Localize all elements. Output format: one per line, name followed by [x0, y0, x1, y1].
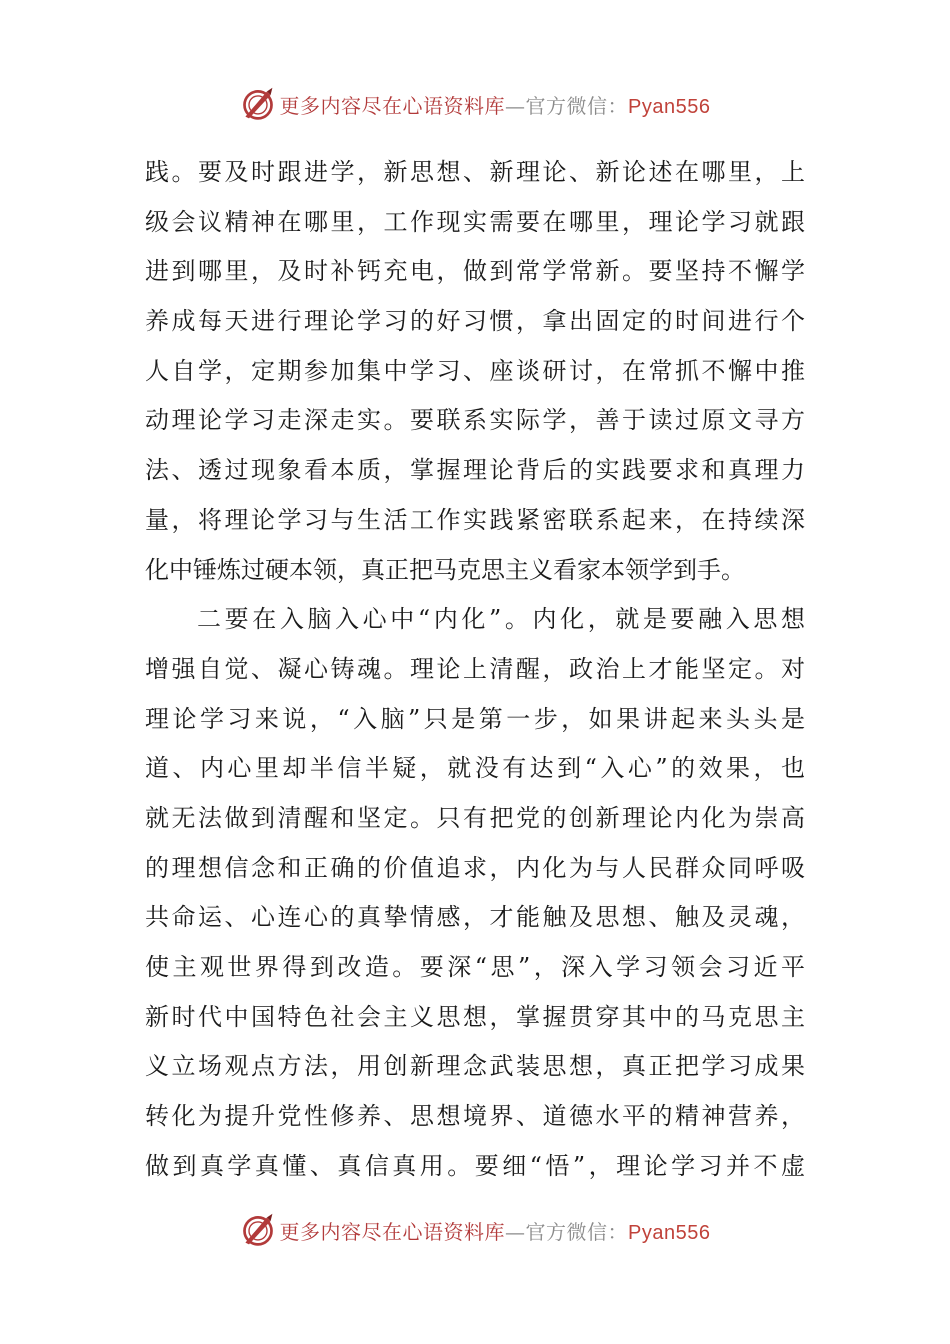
footer-watermark	[0, 1210, 950, 1250]
body-line: 养成每天进行理论学习的好习惯，拿出固定的时间进行个	[145, 307, 805, 336]
watermark-title: 更多内容尽在心语资料库	[279, 93, 506, 118]
body-line: 转化为提升党性修养、思想境界、道德水平的精神营养，	[145, 1102, 805, 1131]
quill-pen-seal-icon	[240, 1212, 276, 1248]
watermark-dash: —	[505, 1219, 526, 1244]
quill-pen-seal-icon	[240, 86, 276, 122]
watermark-id: Pyan556	[628, 1221, 711, 1244]
body-line: 动理论学习走深走实。要联系实际学，善于读过原文寻方	[145, 406, 805, 435]
body-line: 使主观世界得到改造。要深“思”，深入学习领会习近平	[145, 953, 805, 981]
body-line: 践。要及时跟进学，新思想、新理论、新论述在哪里，上	[145, 158, 805, 186]
watermark-dash: —	[505, 93, 526, 118]
body-line: 义立场观点方法，用创新理念武装思想，真正把学习成果	[145, 1052, 805, 1081]
body-line: 人自学，定期参加集中学习、座谈研讨，在常抓不懈中推	[145, 356, 805, 385]
body-line: 化中锤炼过硬本领，真正把马克思主义看家本领学到手。	[145, 555, 745, 584]
watermark-sub: 官方微信：	[525, 93, 629, 118]
body-line: 的理想信念和正确的价值追求，内化为与人民群众同呼吸	[145, 853, 805, 882]
body-line: 级会议精神在哪里，工作现实需要在哪里，理论学习就跟	[145, 207, 805, 236]
body-line: 法、透过现象看本质，掌握理论背后的实践要求和真理力	[145, 456, 805, 485]
body-line: 就无法做到清醒和坚定。只有把党的创新理论内化为崇高	[145, 803, 805, 832]
body-line: 道、内心里却半信半疑，就没有达到“入心”的效果，也	[145, 754, 805, 783]
watermark-id: Pyan556	[628, 95, 711, 118]
body-line: 新时代中国特色社会主义思想，掌握贯穿其中的马克思主	[145, 1002, 805, 1031]
body-line: 共命运、心连心的真挚情感，才能触及思想、触及灵魂，	[145, 903, 805, 932]
header-watermark	[0, 84, 950, 124]
body-line: 增强自觉、凝心铸魂。理论上清醒，政治上才能坚定。对	[145, 654, 805, 683]
watermark-text	[280, 90, 711, 119]
body-line: 进到哪里，及时补钙充电，做到常学常新。要坚持不懈学	[145, 257, 805, 286]
watermark-text	[280, 1216, 711, 1245]
watermark-title: 更多内容尽在心语资料库	[279, 1219, 506, 1244]
body-line: 理论学习来说，“入脑”只是第一步，如果讲起来头头是	[145, 704, 805, 733]
body-line: 量，将理论学习与生活工作实践紧密联系起来，在持续深	[145, 505, 805, 534]
paragraph-first-line: 二要在入脑入心中“内化”。内化，就是要融入思想	[197, 605, 805, 634]
watermark-sub: 官方微信：	[525, 1219, 629, 1244]
body-line: 做到真学真懂、真信真用。要细“悟”，理论学习并不虚	[145, 1151, 805, 1180]
document-body	[145, 148, 805, 1191]
